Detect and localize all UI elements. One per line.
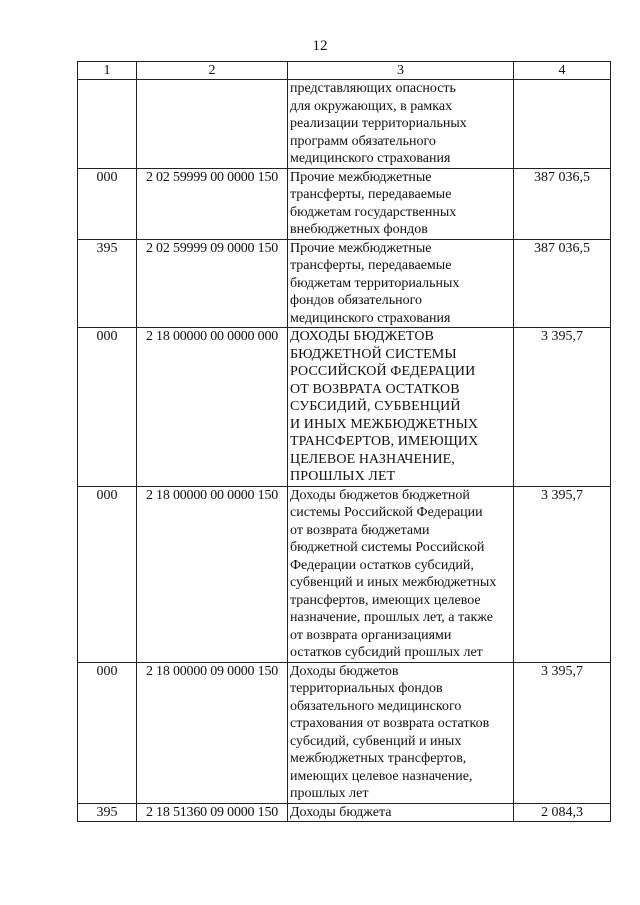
revenue-name-cell [288, 239, 514, 328]
budget-class-code-cell: 2 02 59999 00 0000 150 [137, 168, 288, 239]
revenue-name-line: от возврата организациями [290, 627, 452, 643]
admin-code-cell: 000 [78, 168, 137, 239]
header-col-1: 1 [78, 62, 137, 80]
admin-code-cell: 395 [78, 803, 137, 822]
table-row [78, 486, 611, 662]
budget-class-code-cell [137, 80, 288, 169]
amount-cell: 2 084,3 [514, 803, 611, 822]
revenue-name-cell [288, 662, 514, 803]
revenue-name-cell [288, 168, 514, 239]
revenue-name-line: Прочие межбюджетные [290, 240, 432, 256]
header-col-4: 4 [514, 62, 611, 80]
revenue-name-line: медицинского страхования [290, 151, 451, 166]
revenue-name-cell [288, 80, 514, 169]
revenue-name-line: ПРОШЛЫХ ЛЕТ [290, 469, 396, 484]
table-row [78, 803, 611, 822]
revenue-name-line: РОССИЙСКОЙ ФЕДЕРАЦИИ [290, 364, 476, 379]
table-row [78, 239, 611, 328]
header-col-3: 3 [288, 62, 514, 80]
amount-cell: 3 395,7 [514, 328, 611, 487]
revenue-name-cell [288, 486, 514, 662]
revenue-name-line: Прочие межбюджетные [290, 169, 432, 185]
header-col-2: 2 [137, 62, 288, 80]
revenue-name-line: от возврата бюджетами [290, 522, 430, 538]
revenue-name-line: страхования от возврата остатков [290, 716, 490, 731]
amount-cell: 3 395,7 [514, 662, 611, 803]
admin-code-cell: 395 [78, 239, 137, 328]
admin-code-cell: 000 [78, 662, 137, 803]
revenue-name-line: СУБСИДИЙ, СУБВЕНЦИЙ [290, 399, 461, 414]
revenue-name-line: прошлых лет [290, 786, 369, 801]
revenue-name-line: субвенций и иных межбюджетных [290, 575, 497, 590]
revenue-name-line: территориальных фондов [290, 681, 443, 696]
revenue-name-line: Доходы бюджетов бюджетной [290, 487, 470, 503]
admin-code-cell [78, 80, 137, 169]
revenue-name-line: внебюджетных фондов [290, 222, 428, 237]
revenue-name-line: назначение, прошлых лет, а также [290, 610, 493, 625]
revenue-name-line: Федерации остатков субсидий, [290, 557, 474, 573]
admin-code-cell: 000 [78, 328, 137, 487]
admin-code-cell: 000 [78, 486, 137, 662]
revenue-name-line: трансферты, передаваемые [290, 187, 452, 202]
amount-cell [514, 80, 611, 169]
revenue-name-cell [288, 803, 514, 822]
revenue-name-line: имеющих целевое назначение, [290, 768, 473, 784]
table-row [78, 328, 611, 487]
revenue-name-line: ДОХОДЫ БЮДЖЕТОВ [290, 329, 434, 344]
table-row [78, 80, 611, 169]
revenue-name-line: обязательного медицинского [290, 698, 462, 714]
revenue-name-line: бюджетам территориальных [290, 275, 460, 291]
revenue-name-line: трансфертов, имеющих целевое [290, 592, 481, 608]
revenue-name-line: системы Российской Федерации [290, 505, 483, 520]
revenue-name-line: программ обязательного [290, 133, 436, 149]
revenue-name-line: Доходы бюджетов [290, 663, 399, 679]
budget-class-code-cell: 2 18 00000 09 0000 150 [137, 662, 288, 803]
revenue-name-line: представляющих опасность [290, 81, 456, 96]
revenue-name-line: остатков субсидий прошлых лет [290, 645, 483, 660]
revenue-name-line: для окружающих, в рамках [290, 98, 453, 114]
table-row [78, 662, 611, 803]
page-number: 12 [312, 38, 328, 54]
budget-class-code-cell: 2 18 00000 00 0000 000 [137, 328, 288, 487]
revenue-name-line: ЦЕЛЕВОЕ НАЗНАЧЕНИЕ, [290, 451, 455, 467]
revenue-name-line: бюджетной системы Российской [290, 540, 485, 555]
budget-revenue-table [77, 61, 611, 822]
revenue-name-line: фондов обязательного [290, 293, 422, 308]
budget-class-code-cell: 2 18 51360 09 0000 150 [137, 803, 288, 822]
revenue-name-line: межбюджетных трансфертов, [290, 751, 467, 766]
amount-cell: 387 036,5 [514, 168, 611, 239]
revenue-name-line: субсидий, субвенций и иных [290, 733, 462, 749]
amount-cell: 3 395,7 [514, 486, 611, 662]
budget-class-code-cell: 2 02 59999 09 0000 150 [137, 239, 288, 328]
revenue-name-cell [288, 328, 514, 487]
revenue-name-line: И ИНЫХ МЕЖБЮДЖЕТНЫХ [290, 416, 479, 432]
revenue-name-line: бюджетам государственных [290, 204, 457, 220]
table-header-row [78, 62, 611, 80]
table-row [78, 168, 611, 239]
revenue-name-line: Доходы бюджета [290, 804, 392, 820]
revenue-name-line: ТРАНСФЕРТОВ, ИМЕЮЩИХ [290, 434, 479, 449]
revenue-name-line: ОТ ВОЗВРАТА ОСТАТКОВ [290, 381, 460, 397]
revenue-name-line: медицинского страхования [290, 310, 451, 326]
revenue-name-line: трансферты, передаваемые [290, 258, 452, 273]
revenue-name-line: БЮДЖЕТНОЙ СИСТЕМЫ [290, 346, 457, 362]
revenue-name-line: реализации территориальных [290, 116, 467, 131]
budget-class-code-cell: 2 18 00000 00 0000 150 [137, 486, 288, 662]
amount-cell: 387 036,5 [514, 239, 611, 328]
